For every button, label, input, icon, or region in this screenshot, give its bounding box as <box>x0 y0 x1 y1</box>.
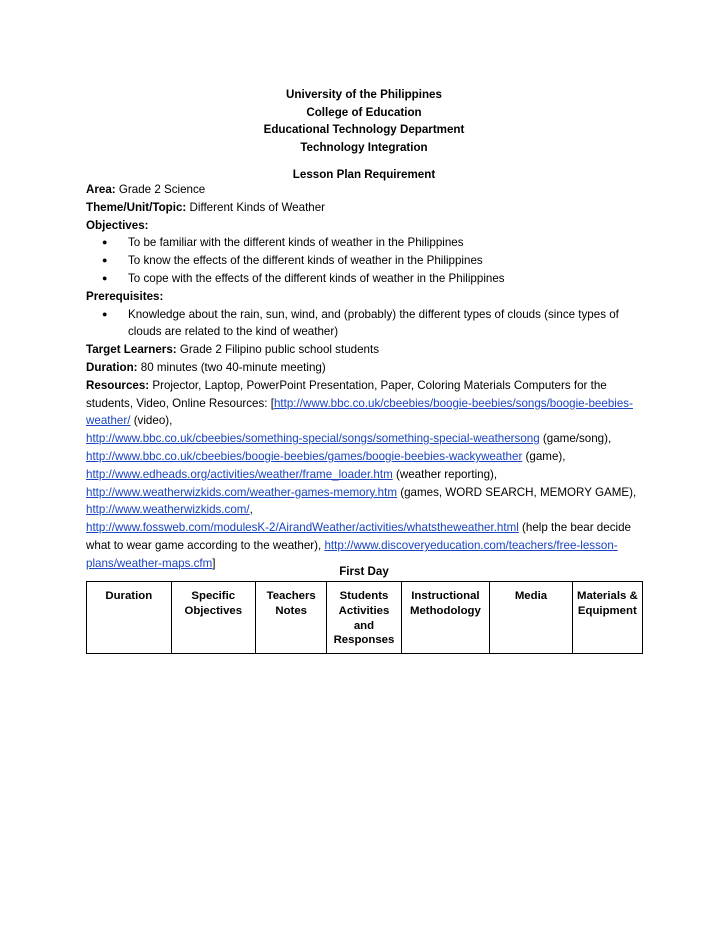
target-label: Target Learners: <box>86 343 177 357</box>
theme-label: Theme/Unit/Topic: <box>86 200 187 214</box>
column-header-student-activities: Students Activities and Responses <box>327 582 401 654</box>
resource-note: (video), <box>130 414 173 428</box>
list-item: ● To cope with the effects of the different kinds of weather in the Philippines <box>128 270 646 288</box>
resources-paragraph <box>86 377 646 573</box>
resource-note: (games, WORD SEARCH, MEMORY GAME), <box>396 485 637 499</box>
area-label: Area: <box>86 183 116 196</box>
document-subtitle: Lesson Plan Requirement <box>292 168 436 181</box>
resource-link[interactable]: http://www.bbc.co.uk/cbeebies/boogie-beebies/games/boogie-beebies-wackyweather <box>86 449 523 463</box>
prerequisites-heading <box>86 288 646 306</box>
column-header-teachers-notes: Teachers Notes <box>256 582 327 654</box>
resources-label: Resources: <box>86 378 150 392</box>
column-header-materials: Materials & Equipment <box>572 582 642 654</box>
prerequisites-list <box>86 306 646 342</box>
theme-value: Different Kinds of Weather <box>189 200 326 214</box>
header-university: University of the Philippines <box>286 88 442 101</box>
resource-note: ] <box>212 556 216 570</box>
resource-link[interactable]: http://www.fossweb.com/modulesK-2/AirandWeather/activities/whatstheweather.html <box>86 521 519 535</box>
resource-link[interactable]: http://www.bbc.co.uk/cbeebies/boogie-beebies/songs/boogie-beebies-weather/ <box>86 396 633 428</box>
column-header-duration: Duration <box>87 582 172 654</box>
duration-label: Duration: <box>86 360 138 374</box>
list-item: ● Knowledge about the rain, sun, wind, and (probably) the different types of clouds (since types of clouds are related to the kind of weather) <box>128 306 646 342</box>
header-department: Educational Technology Department <box>263 123 465 137</box>
resource-note: (help the bear decide what to wear game according to the weather), <box>86 521 631 552</box>
list-item: ● To be familiar with the different kinds of weather in the Philippines <box>128 234 646 252</box>
table-row <box>87 582 643 654</box>
objectives-list <box>86 234 646 287</box>
list-item: ● To know the effects of the different kinds of weather in the Philippines <box>128 252 646 270</box>
header-program: Technology Integration <box>300 140 428 154</box>
area-value: Grade 2 Science <box>118 183 206 196</box>
resource-link[interactable]: http://www.bbc.co.uk/cbeebies/something-special/songs/something-special-weathersong <box>86 432 540 446</box>
resource-note: (weather reporting), <box>392 467 498 481</box>
first-day-title: First Day <box>339 565 389 578</box>
target-value: Grade 2 Filipino public school students <box>179 343 380 357</box>
column-header-media: Media <box>490 582 572 654</box>
lesson-plan-body <box>86 181 646 573</box>
resource-note: (game), <box>522 449 566 463</box>
objectives-heading <box>86 217 646 235</box>
resource-link[interactable]: http://www.edheads.org/activities/weather/frame_loader.htm <box>86 467 393 481</box>
duration-value: 80 minutes (two 40-minute meeting) <box>140 360 326 374</box>
resource-note: , <box>249 503 253 517</box>
theme-line <box>86 199 646 217</box>
resource-link[interactable]: http://www.discoveryeducation.com/teachers/free-lesson-plans/weather-maps.cfm <box>86 538 618 570</box>
area-line <box>86 181 646 199</box>
header-college: College of Education <box>306 105 422 119</box>
prerequisites-label: Prerequisites: <box>86 289 164 303</box>
resource-link[interactable]: http://www.weatherwizkids.com/weather-games-memory.htm <box>86 485 397 499</box>
document-header <box>0 86 728 156</box>
resources-intro: Projector, Laptop, PowerPoint Presentation, Paper, Coloring Materials Computers for the students, Video, Online Resources: [ <box>86 378 607 410</box>
column-header-objectives: Specific Objectives <box>171 582 256 654</box>
duration-line <box>86 359 646 377</box>
resource-link[interactable]: http://www.weatherwizkids.com/ <box>86 503 250 517</box>
first-day-table <box>86 581 643 654</box>
target-line <box>86 341 646 359</box>
objectives-label: Objectives: <box>86 218 149 232</box>
resource-note: (game/song), <box>539 432 612 446</box>
column-header-methodology: Instructional Methodology <box>401 582 490 654</box>
